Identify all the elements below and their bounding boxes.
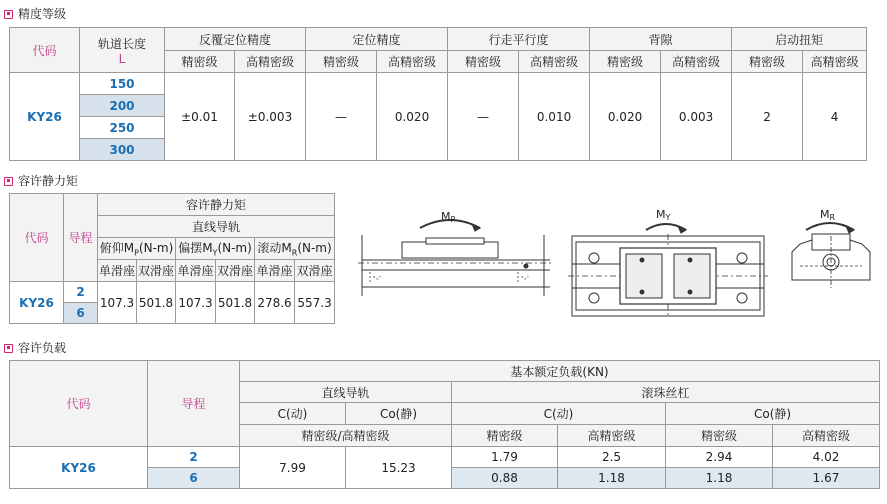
linear-guide-header: 直线导轨 bbox=[240, 382, 452, 403]
high-precision-header: 高精密级 bbox=[377, 51, 448, 73]
value-cell: 2.94 bbox=[666, 447, 773, 468]
code-header: 代码 bbox=[10, 194, 64, 282]
code-header: 代码 bbox=[10, 361, 148, 447]
high-precision-header: 高精密级 bbox=[803, 51, 867, 73]
load-table bbox=[9, 360, 880, 489]
double-block-header: 双滑座 bbox=[216, 260, 255, 282]
value-cell: 1.79 bbox=[452, 447, 558, 468]
value-cell: 0.010 bbox=[519, 73, 590, 161]
precision-header: 精密级 bbox=[732, 51, 803, 73]
value-cell: 2.5 bbox=[558, 447, 666, 468]
linear-guide-header: 直线导轨 bbox=[98, 216, 335, 238]
single-block-header: 单滑座 bbox=[176, 260, 216, 282]
single-block-header: 单滑座 bbox=[255, 260, 295, 282]
lead-cell: 2 bbox=[64, 282, 98, 303]
rail-length-cell: 200 bbox=[80, 95, 165, 117]
accuracy-table bbox=[9, 27, 867, 161]
precision-header: 精密级 bbox=[666, 425, 773, 447]
value-cell: 107.3 bbox=[176, 282, 216, 324]
value-cell: 107.3 bbox=[98, 282, 137, 324]
high-precision-header: 高精密级 bbox=[235, 51, 306, 73]
pitch-moment-diagram bbox=[358, 200, 554, 310]
static-load-header: Co(静) bbox=[666, 403, 880, 425]
static-moment-header: 容许静力矩 bbox=[98, 194, 335, 216]
lead-cell: 2 bbox=[148, 447, 240, 468]
value-cell: 15.23 bbox=[346, 447, 452, 489]
value-cell: — bbox=[306, 73, 377, 161]
lead-cell: 6 bbox=[148, 468, 240, 489]
starting-torque-header: 启动扭矩 bbox=[732, 28, 867, 51]
value-cell: 0.88 bbox=[452, 468, 558, 489]
square-bullet-icon bbox=[4, 10, 13, 19]
value-cell: 1.18 bbox=[558, 468, 666, 489]
my-label: MY bbox=[656, 208, 671, 222]
value-cell: ±0.01 bbox=[165, 73, 235, 161]
value-cell: — bbox=[448, 73, 519, 161]
rail-length-header: 轨道长度 L bbox=[80, 28, 165, 73]
section-title-accuracy: 精度等级 bbox=[4, 6, 66, 22]
square-bullet-icon bbox=[4, 344, 13, 353]
positioning-accuracy-header: 定位精度 bbox=[306, 28, 448, 51]
value-cell: 4.02 bbox=[773, 447, 880, 468]
value-cell: 1.67 bbox=[773, 468, 880, 489]
value-cell: 0.020 bbox=[590, 73, 661, 161]
precision-header: 精密级 bbox=[448, 51, 519, 73]
dynamic-load-header: C(动) bbox=[240, 403, 346, 425]
model-code: KY26 bbox=[10, 73, 80, 161]
section-title-static-moment: 容许静力矩 bbox=[4, 173, 78, 189]
value-cell: 557.3 bbox=[295, 282, 335, 324]
value-cell: 278.6 bbox=[255, 282, 295, 324]
rail-length-cell: 250 bbox=[80, 117, 165, 139]
lead-header: 导程 bbox=[64, 194, 98, 282]
static-load-header: Co(静) bbox=[346, 403, 452, 425]
value-cell: 1.18 bbox=[666, 468, 773, 489]
value-cell: 0.003 bbox=[661, 73, 732, 161]
yaw-moment-header: 偏摆$M_Y(N-m)$ bbox=[176, 238, 255, 260]
high-precision-header: 高精密级 bbox=[661, 51, 732, 73]
precision-header: 精密级 bbox=[306, 51, 377, 73]
single-block-header: 单滑座 bbox=[98, 260, 137, 282]
precision-combo-header: 精密级/高精密级 bbox=[240, 425, 452, 447]
high-precision-header: 高精密级 bbox=[519, 51, 590, 73]
ball-screw-header: 滚珠丝杠 bbox=[452, 382, 880, 403]
value-cell: 501.8 bbox=[216, 282, 255, 324]
model-code: KY26 bbox=[10, 282, 64, 324]
roll-moment-diagram bbox=[786, 200, 876, 300]
high-precision-header: 高精密级 bbox=[773, 425, 880, 447]
precision-header: 精密级 bbox=[165, 51, 235, 73]
yaw-moment-diagram bbox=[568, 200, 768, 324]
lead-header: 导程 bbox=[148, 361, 240, 447]
mr-label: MR bbox=[820, 208, 836, 222]
precision-header: 精密级 bbox=[590, 51, 661, 73]
value-cell: ±0.003 bbox=[235, 73, 306, 161]
double-block-header: 双滑座 bbox=[295, 260, 335, 282]
value-cell: 0.020 bbox=[377, 73, 448, 161]
double-block-header: 双滑座 bbox=[137, 260, 176, 282]
value-cell: 4 bbox=[803, 73, 867, 161]
basic-load-header: 基本额定负载(KN) bbox=[240, 361, 880, 382]
value-cell: 7.99 bbox=[240, 447, 346, 489]
pitch-moment-header: 俯仰$M_P(N-m)$ bbox=[98, 238, 176, 260]
high-precision-header: 高精密级 bbox=[558, 425, 666, 447]
square-bullet-icon bbox=[4, 177, 13, 186]
model-code: KY26 bbox=[10, 447, 148, 489]
lead-cell: 6 bbox=[64, 303, 98, 324]
precision-header: 精密级 bbox=[452, 425, 558, 447]
repeat-accuracy-header: 反覆定位精度 bbox=[165, 28, 306, 51]
dynamic-load-header: C(动) bbox=[452, 403, 666, 425]
rail-length-cell: 150 bbox=[80, 73, 165, 95]
roll-moment-header: 滚动$M_R(N-m)$ bbox=[255, 238, 335, 260]
running-parallelism-header: 行走平行度 bbox=[448, 28, 590, 51]
rail-length-cell: 300 bbox=[80, 139, 165, 161]
value-cell: 2 bbox=[732, 73, 803, 161]
backlash-header: 背隙 bbox=[590, 28, 732, 51]
static-moment-table bbox=[9, 193, 335, 324]
value-cell: 501.8 bbox=[137, 282, 176, 324]
section-title-load: 容许负载 bbox=[4, 340, 66, 356]
mp-label: MP bbox=[441, 210, 456, 224]
code-header: 代码 bbox=[10, 28, 80, 73]
